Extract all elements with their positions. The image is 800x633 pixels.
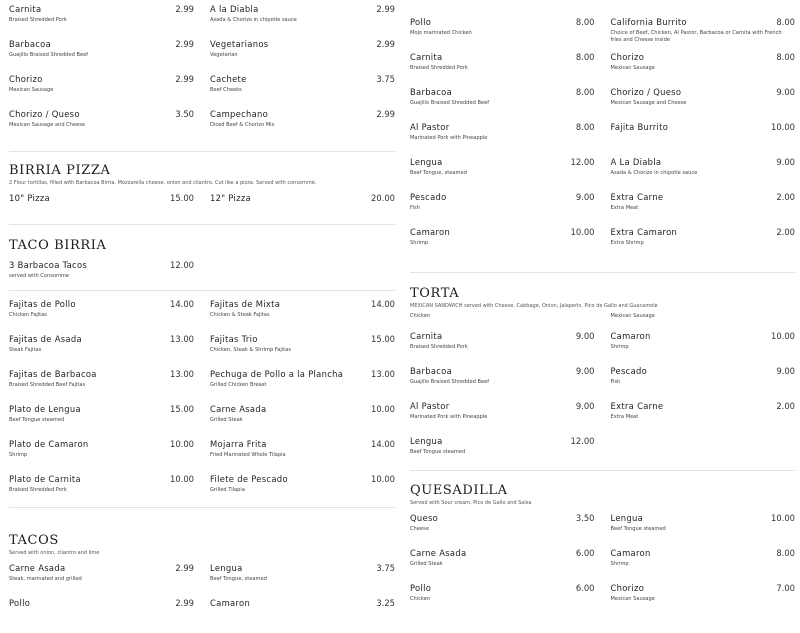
section-description: 2 Flour tortillas, filled with Barbacoa Birria, Mozzarella cheese, onion and cilantro. Cut like a pizza. Served with consommé. (9, 180, 317, 186)
menu-item (410, 157, 595, 192)
menu-item (410, 366, 595, 401)
menu-item (210, 334, 395, 369)
item-description: Extra Meat (610, 414, 639, 420)
item-price: 15.00 (170, 404, 194, 414)
item-name: Vegetarianos (210, 39, 269, 49)
item-price: 8.00 (575, 52, 595, 62)
item-description: Grilled Steak (410, 561, 443, 567)
menu-item (611, 52, 796, 87)
item-price: 13.00 (170, 369, 194, 379)
item-name: Extra Carne (610, 401, 664, 411)
menu-item (410, 192, 595, 227)
top-tacos-section (9, 4, 395, 144)
item-price: 10.00 (771, 122, 795, 132)
menu-item (210, 193, 395, 228)
item-price: 15.00 (170, 193, 194, 203)
item-name: Lengua (610, 513, 644, 523)
item-name: Lengua (410, 436, 443, 446)
item-name: Carne Asada (410, 548, 467, 558)
item-description: Mexican Sausage (610, 596, 655, 602)
item-price: 10.00 (170, 474, 194, 484)
item-name: Pollo (410, 583, 432, 593)
menu-item (611, 513, 796, 548)
item-name: Plato de Camaron (9, 439, 89, 449)
item-description: Shrimp (9, 452, 28, 458)
item-price: 10.00 (371, 404, 395, 414)
item-name: Cachete (210, 74, 247, 84)
item-description: Chicken Fajitas (9, 312, 47, 318)
menu-item (410, 52, 595, 87)
item-description: Beef Tongue steamed (410, 449, 466, 455)
item-name: Queso (410, 513, 439, 523)
item-name: Carne Asada (210, 404, 267, 414)
menu-item (410, 17, 595, 52)
item-description: Beef Tongue steamed (610, 526, 666, 532)
item-price: 9.00 (776, 87, 795, 97)
item-price: 2.99 (175, 598, 194, 608)
birria-pizza-list (9, 193, 395, 228)
menu-item (611, 331, 796, 366)
item-price: 9.00 (776, 157, 795, 167)
item-name: 12" Pizza (210, 193, 251, 203)
item-description: Shrimp (610, 344, 629, 350)
item-description: Chicken (410, 313, 431, 319)
menu-item (210, 109, 395, 144)
menu-item (611, 192, 796, 227)
item-price: 13.00 (170, 334, 194, 344)
section-title: BIRRIA PIZZA (9, 163, 111, 178)
menu-item (9, 193, 194, 228)
item-description: Braised Shredded Pork (9, 17, 67, 23)
item-name: Fajitas de Barbacoa (9, 369, 97, 379)
menu-item (210, 369, 395, 404)
item-name: Barbacoa (9, 39, 52, 49)
menu-item (9, 109, 194, 144)
item-name: 3 Barbacoa Tacos (9, 260, 88, 270)
item-price: 7.00 (776, 583, 795, 593)
item-description: Fish (610, 379, 621, 385)
item-price: 8.00 (575, 122, 595, 132)
item-description: Braised Shredded Pork (410, 344, 468, 350)
item-price: 3.75 (376, 563, 395, 573)
item-description: Braised Shredded Beef Fajitas (9, 382, 86, 388)
item-price: 12.00 (570, 436, 595, 446)
item-price: 2.00 (776, 227, 795, 237)
item-price: 14.00 (170, 299, 194, 309)
item-description: Diced Beef & Chorizo Mix (210, 122, 275, 128)
item-name: Fajitas de Mixta (210, 299, 281, 309)
menu-item (210, 563, 395, 598)
menu-item (410, 583, 595, 618)
item-price: 20.00 (371, 193, 395, 203)
item-price: 15.00 (371, 334, 395, 344)
plates-section (9, 290, 395, 509)
birria-pizza-section (9, 151, 395, 228)
item-price: 9.00 (575, 401, 595, 411)
item-description: Mojo marinated Chicken (410, 30, 472, 36)
item-name: Campechano (210, 109, 269, 119)
torta-list (410, 331, 795, 471)
menu-right-column (410, 0, 795, 618)
item-price: 8.00 (776, 548, 795, 558)
item-name: Carnita (9, 4, 42, 14)
menu-item (210, 404, 395, 439)
item-price: 12.00 (570, 157, 595, 167)
item-name: Chorizo / Queso (9, 109, 80, 119)
item-name: Chorizo (610, 52, 645, 62)
taco-birria-section (9, 224, 395, 295)
item-price: 8.00 (776, 17, 795, 27)
item-description: Braised Shredded Pork (410, 65, 468, 71)
item-description: Fried Marinated Whole Tilapia (210, 452, 286, 458)
menu-item (611, 122, 796, 157)
item-name: Camaron (210, 598, 251, 608)
item-price: 12.00 (170, 260, 194, 270)
item-price: 8.00 (776, 52, 795, 62)
menu-item (410, 548, 595, 583)
burritos-list (410, 17, 795, 262)
item-name: Pollo (9, 598, 31, 608)
item-name: Carne Asada (9, 563, 66, 573)
item-price: 2.99 (175, 4, 194, 14)
item-name: Plato de Lengua (9, 404, 81, 414)
item-description: Extra Meat (610, 205, 639, 211)
menu-item (210, 474, 395, 509)
tacos-list (9, 563, 395, 633)
item-price: 10.00 (771, 331, 795, 341)
menu-item (9, 369, 194, 404)
menu-left-column (9, 0, 395, 633)
item-name: Al Pastor (410, 401, 450, 411)
item-name: Chorizo (610, 583, 645, 593)
menu-item (9, 598, 194, 633)
item-price: 2.00 (776, 401, 795, 411)
menu-item (410, 436, 595, 471)
plates-list (9, 299, 395, 509)
item-price: 2.99 (376, 4, 395, 14)
item-price: 2.99 (175, 563, 194, 573)
item-name: Pechuga de Pollo a la Plancha (210, 369, 344, 379)
item-name: Extra Camaron (610, 227, 678, 237)
item-description: Asada & Chorizo in chipotle sauce (210, 17, 297, 23)
menu-item (9, 474, 194, 509)
item-price: 2.99 (376, 39, 395, 49)
item-description: Beef Tongue, steamed (410, 170, 467, 176)
menu-item (611, 401, 796, 436)
menu-item (210, 4, 395, 39)
item-price: 3.25 (376, 598, 395, 608)
item-price: 2.99 (175, 74, 194, 84)
section-description: Served with Sour cream, Pico de Gallo and Salsa (410, 500, 532, 506)
item-description: Chicken (410, 596, 431, 602)
item-name: Filete de Pescado (210, 474, 288, 484)
item-description: served with Consomme (9, 273, 70, 279)
item-name: Lengua (210, 563, 243, 573)
item-price: 9.00 (776, 366, 795, 376)
menu-item (410, 513, 595, 548)
menu-item (410, 313, 595, 327)
menu-item (210, 598, 395, 633)
item-name: Al Pastor (410, 122, 450, 132)
item-name: Fajitas de Asada (9, 334, 82, 344)
item-name: Pescado (410, 192, 447, 202)
item-description: Steak, marinated and grilled (9, 576, 82, 582)
item-name: Carnita (410, 331, 443, 341)
menu-item (9, 4, 194, 39)
menu-item (9, 334, 194, 369)
menu-item (9, 404, 194, 439)
item-description: Guajillo Braised Shredded Beef (9, 52, 89, 58)
item-price: 10.00 (570, 227, 595, 237)
item-description: Beef Tongue steamed (9, 417, 65, 423)
item-description: Marinated Pork with Pineapple (410, 135, 488, 141)
section-title: TACO BIRRIA (9, 238, 107, 253)
item-description: Choice of Beef, Chicken, Al Pastor, Barbacoa or Carnita with French fries and Cheese inside (610, 30, 782, 43)
item-price: 14.00 (371, 299, 395, 309)
menu-item (410, 227, 595, 262)
torta-section (410, 272, 795, 471)
top-items-list (9, 4, 395, 144)
torta-lead-list (410, 313, 795, 327)
item-price: 3.50 (575, 513, 595, 523)
item-description: Asada & Chorizo in chipotle sauce (610, 170, 698, 176)
item-name: Camaron (610, 331, 651, 341)
quesadilla-list (410, 513, 795, 618)
section-title: TORTA (410, 286, 460, 301)
item-name: 10" Pizza (9, 193, 50, 203)
menu-item (611, 227, 796, 262)
cut-off-description (665, 0, 693, 1)
item-name: California Burrito (610, 17, 687, 27)
item-description: Braised Shredded Pork (9, 487, 67, 493)
item-name: Pescado (610, 366, 648, 376)
item-description: Guajillo Braised Shredded Beef (410, 379, 490, 385)
item-description: Grilled Tilapia (210, 487, 245, 493)
item-name: Camaron (610, 548, 651, 558)
item-price: 6.00 (575, 548, 595, 558)
menu-item (410, 401, 595, 436)
item-price: 9.00 (575, 366, 595, 376)
item-description: Grilled Steak (210, 417, 243, 423)
item-price: 14.00 (371, 439, 395, 449)
item-description: Mexican Sausage (610, 313, 655, 319)
burritos-section (410, 17, 795, 262)
item-description: Steak Fajitas (9, 347, 42, 353)
item-price: 8.00 (575, 87, 595, 97)
item-price: 10.00 (771, 513, 795, 523)
item-name: Extra Carne (610, 192, 664, 202)
section-title: QUESADILLA (410, 483, 508, 498)
item-description: Mexican Sausage and Cheese (9, 122, 86, 128)
item-name: A la Diabla (210, 4, 259, 14)
item-name: Carnita (410, 52, 443, 62)
item-price: 2.99 (175, 39, 194, 49)
menu-item (611, 366, 796, 401)
menu-item (611, 157, 796, 192)
item-name: Barbacoa (410, 87, 453, 97)
item-name: Chorizo / Queso (610, 87, 682, 97)
item-name: Fajitas Trio (210, 334, 258, 344)
item-description: Chicken, Steak & Shrimp Fajitas (210, 347, 291, 353)
item-price: 2.99 (376, 109, 395, 119)
menu-item (210, 74, 395, 109)
item-price: 3.50 (175, 109, 194, 119)
quesadilla-section (410, 470, 795, 618)
item-name: Camaron (410, 227, 451, 237)
menu-item (9, 439, 194, 474)
item-description: Extra Shrimp (610, 240, 644, 246)
menu-item (410, 87, 595, 122)
item-description: Guajillo Braised Shredded Beef (410, 100, 490, 106)
item-description: Vegetarian (210, 52, 238, 58)
menu-item (611, 87, 796, 122)
menu-item (210, 39, 395, 74)
section-title: TACOS (9, 533, 59, 548)
item-description: Shrimp (610, 561, 629, 567)
item-description: Marinated Pork with Pineapple (410, 414, 488, 420)
menu-item (611, 17, 796, 52)
section-description: MEXICAN SANDWICH served with Cheese, Cabbage, Onion, Jalapeño, Pico de Gallo and Guacamole (410, 303, 658, 309)
menu-item (9, 563, 194, 598)
item-description: Shrimp (410, 240, 429, 246)
item-price: 10.00 (170, 439, 194, 449)
item-description: Beef Tongue, steamed (210, 576, 267, 582)
item-description: Chicken & Steak Fajitas (210, 312, 270, 318)
item-name: Pollo (410, 17, 432, 27)
item-price: 3.75 (376, 74, 395, 84)
item-name: Chorizo (9, 74, 43, 84)
section-description: Served with onion, cilantro and lime (9, 550, 100, 556)
item-description: Mexican Sausage (610, 65, 655, 71)
item-name: Plato de Carnita (9, 474, 81, 484)
item-description: Mexican Sausage (9, 87, 54, 93)
menu-item (210, 299, 395, 334)
item-description: Beef Cheeks (210, 87, 242, 93)
item-name: Fajitas de Pollo (9, 299, 76, 309)
menu-item (210, 439, 395, 474)
menu-item (611, 583, 796, 618)
item-description: Mexican Sausage and Cheese (610, 100, 687, 106)
item-price: 8.00 (575, 17, 595, 27)
menu-item (611, 548, 796, 583)
tacos-section (9, 507, 395, 633)
item-name: Fajita Burrito (610, 122, 669, 132)
item-price: 6.00 (575, 583, 595, 593)
item-name: A La Diabla (610, 157, 662, 167)
item-price: 13.00 (371, 369, 395, 379)
item-description: Cheese (410, 526, 429, 532)
menu-item (9, 74, 194, 109)
menu-item (9, 299, 194, 334)
item-price: 9.00 (575, 192, 595, 202)
item-name: Mojarra Frita (210, 439, 267, 449)
menu-item (410, 122, 595, 157)
item-price: 10.00 (371, 474, 395, 484)
item-price: 9.00 (575, 331, 595, 341)
menu-item (410, 331, 595, 366)
menu-item (611, 313, 796, 327)
menu-item (9, 39, 194, 74)
item-name: Barbacoa (410, 366, 453, 376)
item-description: Fish (410, 205, 420, 211)
item-name: Lengua (410, 157, 443, 167)
item-price: 2.00 (776, 192, 795, 202)
item-description: Grilled Chicken Breast (210, 382, 267, 388)
